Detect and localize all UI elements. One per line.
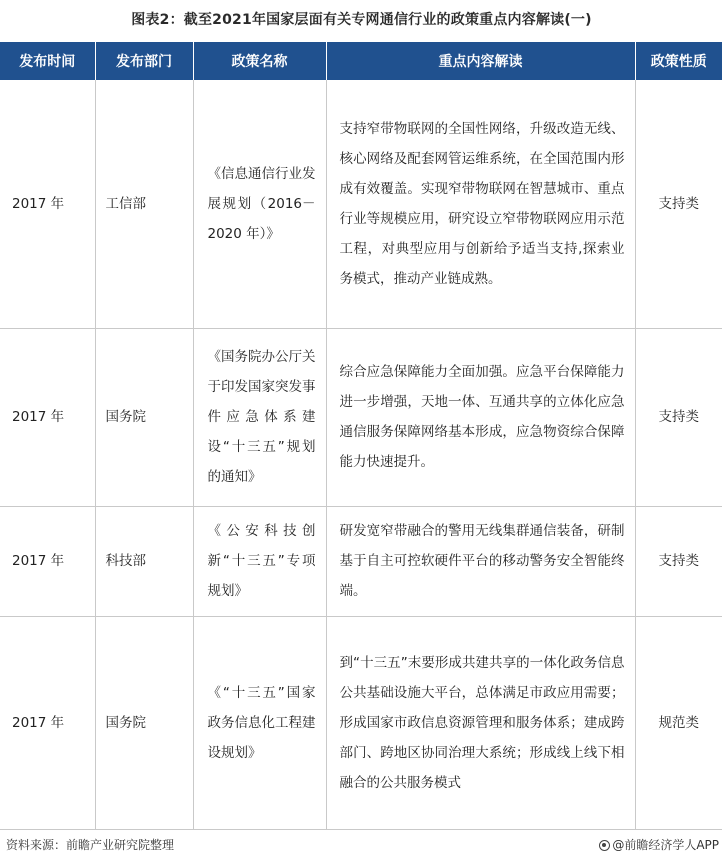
cell-dept: 科技部 xyxy=(95,506,193,616)
cell-key-content: 支持窄带物联网的全国性网络，升级改造无线、核心网络及配套网管运维系统，在全国范围内形成有效覆盖。实现窄带物联网在智慧城市、重点行业等规模应用，研究设立窄带物联网应用示范工程，对典型应用与创新给予适当支持,探索业务模式，推动产业链成熟。 xyxy=(326,80,635,328)
header-time: 发布时间 xyxy=(0,42,95,80)
cell-policy-name: 《“十三五”国家政务信息化工程建设规划》 xyxy=(193,616,326,829)
credit-text: @前瞻经济学人APP xyxy=(612,838,719,852)
cell-key-content: 综合应急保障能力全面加强。应急平台保障能力进一步增强，天地一体、互通共享的立体化应急通信服务保障网络基本形成，应急物资综合保障能力快速提升。 xyxy=(326,328,635,506)
cell-type: 规范类 xyxy=(635,616,722,829)
cell-dept: 国务院 xyxy=(95,328,193,506)
table-row xyxy=(0,506,722,616)
cell-policy-name: 《信息通信行业发展规划（2016－2020 年）》 xyxy=(193,80,326,328)
table-row xyxy=(0,328,722,506)
cell-policy-name: 《公安科技创新“十三五”专项规划》 xyxy=(193,506,326,616)
footer xyxy=(0,836,723,858)
cell-dept: 工信部 xyxy=(95,80,193,328)
cell-time: 2017 年 xyxy=(0,328,95,506)
header-name: 政策名称 xyxy=(193,42,326,80)
header-type: 政策性质 xyxy=(635,42,722,80)
header-dept: 发布部门 xyxy=(95,42,193,80)
qianzhan-logo-icon xyxy=(599,840,610,851)
header-key-content: 重点内容解读 xyxy=(326,42,635,80)
cell-type: 支持类 xyxy=(635,328,722,506)
cell-dept: 国务院 xyxy=(95,616,193,829)
cell-policy-name: 《国务院办公厅关于印发国家突发事件应急体系建设“十三五”规划的通知》 xyxy=(193,328,326,506)
table-row xyxy=(0,80,722,328)
table-header-row xyxy=(0,42,722,80)
table-title: 图表2：截至2021年国家层面有关专网通信行业的政策重点内容解读(一) xyxy=(131,12,592,28)
cell-time: 2017 年 xyxy=(0,506,95,616)
cell-type: 支持类 xyxy=(635,506,722,616)
cell-key-content: 研发宽窄带融合的警用无线集群通信装备，研制基于自主可控软硬件平台的移动警务安全智能终端。 xyxy=(326,506,635,616)
cell-time: 2017 年 xyxy=(0,80,95,328)
policy-table xyxy=(0,42,722,830)
cell-type: 支持类 xyxy=(635,80,722,328)
source-note: 资料来源：前瞻产业研究院整理 xyxy=(6,838,175,852)
credit xyxy=(599,836,719,853)
table-row xyxy=(0,616,722,829)
cell-time: 2017 年 xyxy=(0,616,95,829)
cell-key-content: 到“十三五”末要形成共建共享的一体化政务信息公共基础设施大平台，总体满足市政应用需要；形成国家市政信息资源管理和服务体系；建成跨部门、跨地区协同治理大系统；形成线上线下相融合的公共服务模式 xyxy=(326,616,635,829)
